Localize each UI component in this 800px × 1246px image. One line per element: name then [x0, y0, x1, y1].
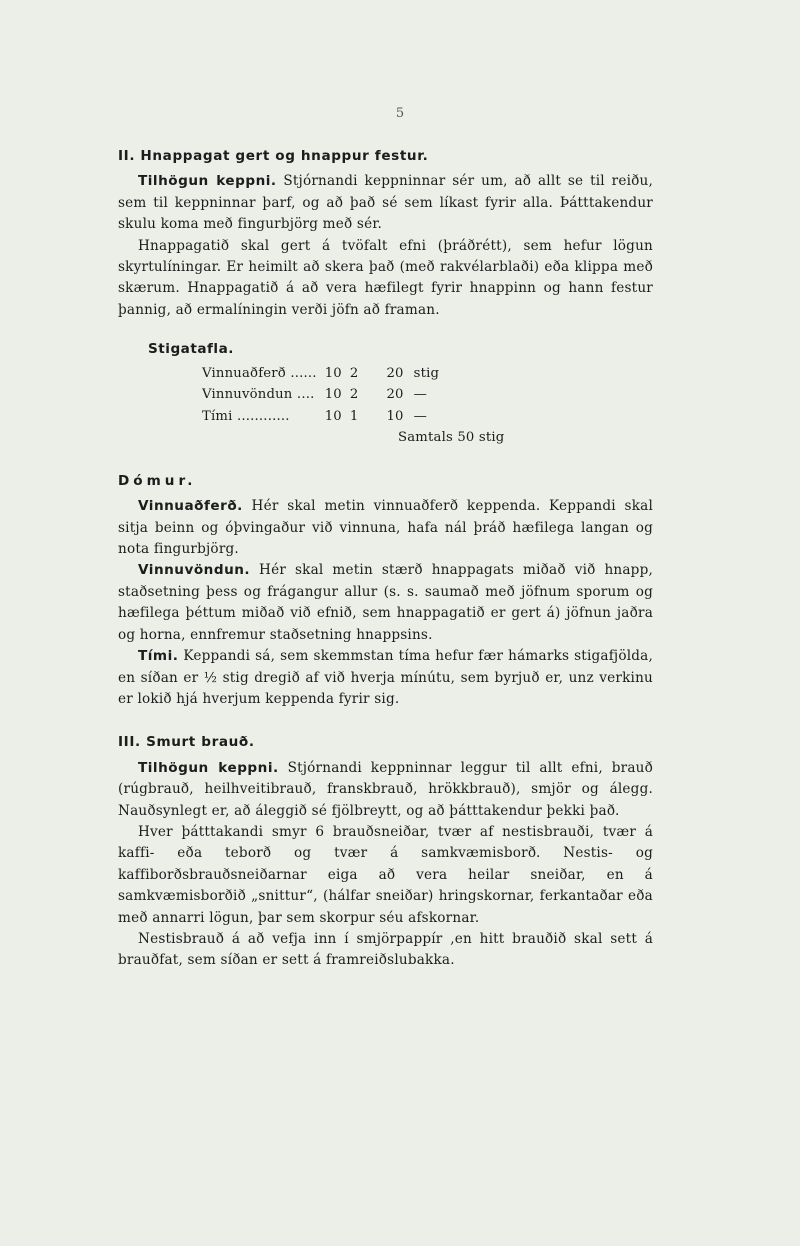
paragraph: [118, 758, 653, 822]
row-points: 10: [386, 408, 404, 424]
paragraph-text: Hnappagatið skal gert á tvöfalt efni (þráðrétt), sem hefur lögun skyrtulíningar. Er heimilt að skera það (með rakvélarblaði) eða klippa með skærum. Hnappagatið á að vera hæfilegt fyrir hnappinn og hann festur þannig, að ermalíningin verði jöfn að framan.: [118, 237, 653, 318]
row-unit: stig: [413, 365, 440, 381]
section-3-heading: III. Smurt brauð.: [118, 734, 255, 751]
table-row: [198, 384, 443, 406]
table-row: [198, 363, 443, 385]
row-value-b: 2: [349, 365, 359, 381]
score-table: [198, 363, 443, 428]
row-value-a: 10: [324, 365, 342, 381]
paragraph-text: Hér skal metin stærð hnappagats miðað við hnapp, staðsetning þess og frágangur allur (s. s. saumað með jöfnum sporum og hæfilega þéttum miðað við efnið, sem hnappagatið er gert á) jöfnun jaðra og horna, ennfremur staðsetning hnappsins.: [118, 562, 653, 643]
paragraph-text: Hver þátttakandi smyr 6 brauðsneiðar, tvær af nestisbrauði, tvær á kaffi- eða teborð og tvær á samkvæmisborð. Nestis- og kaffiborðsbrauðsneiðarnar eiga að vera heilar sneiðar, en á samkvæmisborðið „snittur“, (hálfar sneiðar) hringskornar, ferkantaðar eða með annarri lögun, þar sem skorpur séu afskornar.: [118, 823, 653, 926]
paragraph-lead: Vinnuaðferð.: [138, 498, 243, 515]
row-label: Tími ............: [202, 408, 290, 424]
row-value-b: 1: [349, 408, 359, 424]
paragraph-lead: Tilhögun keppni.: [138, 759, 279, 776]
row-label: Vinnuvöndun ....: [202, 387, 315, 403]
row-value-a: 10: [324, 387, 342, 403]
row-unit: —: [413, 387, 428, 403]
row-value-a: 10: [324, 408, 342, 424]
paragraph-lead: Tilhögun keppni.: [138, 173, 277, 190]
paragraph-text: Hér skal metin vinnuaðferð keppenda. Keppandi skal sitja beinn og óþvingaður við vinnuna, hafa nál þráð hæfilega langan og nota fingurbjörg.: [118, 498, 653, 558]
paragraph: [118, 171, 653, 235]
paragraph: [118, 646, 653, 710]
paragraph-text: Stjórnandi keppninnar leggur til allt efni, brauð (rúgbrauð, heilhveitibrauð, franskbrauð, hrökkbrauð), smjör og álegg. Nauðsynlegt er, að áleggið sé fjölbreytt, og að þátttakendur þekki það.: [118, 759, 653, 819]
paragraph: [118, 822, 653, 929]
row-points: 20: [386, 365, 404, 381]
paragraph-text: Stjórnandi keppninnar sér um, að allt se til reiðu, sem til keppninnar þarf, og að það sé sem líkast fyrir alla. Þátttakendur skulu koma með fingurbjörg með sér.: [118, 173, 653, 233]
section-2-heading: II. Hnappagat gert og hnappur festur.: [118, 148, 429, 164]
row-value-b: 2: [349, 387, 359, 403]
domur-heading: Dómur.: [118, 472, 197, 489]
paragraph: [118, 236, 653, 322]
row-unit: —: [413, 408, 428, 424]
row-points: 20: [386, 387, 404, 403]
paragraph-text: Keppandi sá, sem skemmstan tíma hefur fær hámarks stigafjölda, en síðan er ½ stig dregið af við hverja mínútu, sem byrjuð er, unz verkinu er lokið hjá hverjum keppenda fyrir sig.: [118, 648, 653, 707]
paragraph: [118, 929, 653, 972]
row-label: Vinnuaðferð ......: [202, 365, 317, 381]
paragraph-lead: Vinnuvöndun.: [138, 562, 251, 579]
score-total: Samtals 50 stig: [398, 430, 505, 446]
paragraph: [118, 560, 653, 646]
paragraph: [118, 496, 653, 560]
paragraph-lead: Tími.: [138, 648, 179, 665]
table-row: [198, 406, 443, 428]
page-number: 5: [395, 106, 405, 121]
document-body: [118, 146, 653, 972]
paragraph-text: Nestisbrauð á að vefja inn í smjörpappír ,en hitt brauðið skal sett á brauðfat, sem síðan er sett á framreiðslubakka.: [118, 930, 653, 969]
stigatafla-title: Stigatafla.: [148, 341, 234, 358]
